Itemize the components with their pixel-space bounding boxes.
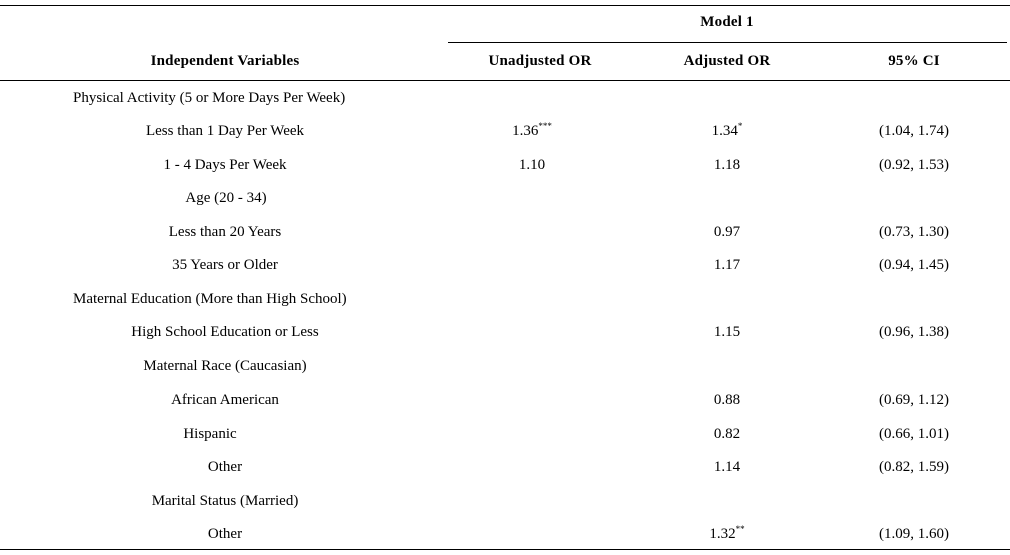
- ci-cell-value: (1.04, 1.74): [879, 123, 949, 139]
- row-label: African American: [171, 392, 279, 408]
- ci-cell-value: (0.82, 1.59): [879, 459, 949, 475]
- significance-marker: *: [737, 121, 743, 131]
- row-label: Other: [207, 526, 243, 542]
- significance-marker: ***: [538, 121, 552, 131]
- row-label: 1 - 4 Days Per Week: [163, 157, 287, 173]
- ci-cell: [879, 458, 949, 476]
- ci-cell: [879, 425, 949, 443]
- ci-cell: [879, 525, 949, 543]
- adjusted-or-cell-value: 1.15: [713, 324, 741, 340]
- adjusted-or-cell-value: 0.82: [713, 426, 741, 442]
- ci-cell: [879, 391, 949, 409]
- ci-cell-value: (0.96, 1.38): [879, 324, 949, 340]
- header-95-ci: 95% CI: [888, 53, 940, 69]
- row-label: High School Education or Less: [131, 324, 319, 340]
- adjusted-or-cell-value: 1.32: [709, 526, 736, 542]
- top-rule: [0, 5, 1010, 6]
- header-independent-variables: Independent Variables: [150, 53, 300, 69]
- ci-cell-value: (0.94, 1.45): [879, 257, 949, 273]
- adjusted-or-cell-value: 1.34: [711, 123, 738, 139]
- ci-cell-value: (0.66, 1.01): [879, 426, 949, 442]
- model-group-rule: [448, 42, 1007, 43]
- adjusted-or-cell: [714, 458, 740, 476]
- unadjusted-or-cell-value: 1.36: [512, 123, 539, 139]
- header-unadjusted-or: Unadjusted OR: [488, 53, 592, 69]
- row-label: Other: [207, 459, 243, 475]
- category-label: Age (20 - 34): [185, 190, 267, 206]
- ci-cell-value: (0.69, 1.12): [879, 392, 949, 408]
- unadjusted-or-cell: [512, 122, 552, 140]
- adjusted-or-cell: [714, 156, 740, 174]
- ci-cell: [879, 323, 949, 341]
- row-label: Hispanic: [183, 426, 237, 442]
- adjusted-or-cell: [714, 391, 740, 409]
- ci-cell: [879, 223, 949, 241]
- header-rule: [0, 80, 1010, 81]
- unadjusted-or-cell-value: 1.10: [518, 157, 546, 173]
- ci-cell: [879, 122, 949, 140]
- ci-cell-value: (1.09, 1.60): [879, 526, 949, 542]
- row-label: Less than 20 Years: [168, 224, 282, 240]
- adjusted-or-cell: [709, 525, 744, 543]
- adjusted-or-cell: [714, 256, 740, 274]
- ci-cell: [879, 256, 949, 274]
- ci-cell-value: (0.92, 1.53): [879, 157, 949, 173]
- row-label: 35 Years or Older: [172, 257, 278, 273]
- category-label: Maternal Race (Caucasian): [143, 358, 307, 374]
- adjusted-or-cell-value: 1.17: [713, 257, 741, 273]
- adjusted-or-cell: [714, 323, 740, 341]
- adjusted-or-cell: [714, 425, 740, 443]
- ci-cell-value: (0.73, 1.30): [879, 224, 949, 240]
- adjusted-or-cell-value: 1.14: [713, 459, 741, 475]
- row-label: Less than 1 Day Per Week: [145, 123, 305, 139]
- adjusted-or-cell: [712, 122, 743, 140]
- adjusted-or-cell: [714, 223, 740, 241]
- category-label: Maternal Education (More than High School): [73, 291, 347, 307]
- adjusted-or-cell-value: 1.18: [713, 157, 741, 173]
- category-label: Marital Status (Married): [151, 493, 299, 509]
- adjusted-or-cell-value: 0.88: [713, 392, 741, 408]
- ci-cell: [879, 156, 949, 174]
- category-label: Physical Activity (5 or More Days Per Week): [73, 90, 346, 106]
- significance-marker: **: [735, 524, 745, 534]
- bottom-rule: [0, 549, 1010, 550]
- adjusted-or-cell-value: 0.97: [713, 224, 741, 240]
- model-group-header: Model 1: [700, 14, 754, 30]
- unadjusted-or-cell: [519, 156, 545, 174]
- header-adjusted-or: Adjusted OR: [683, 53, 771, 69]
